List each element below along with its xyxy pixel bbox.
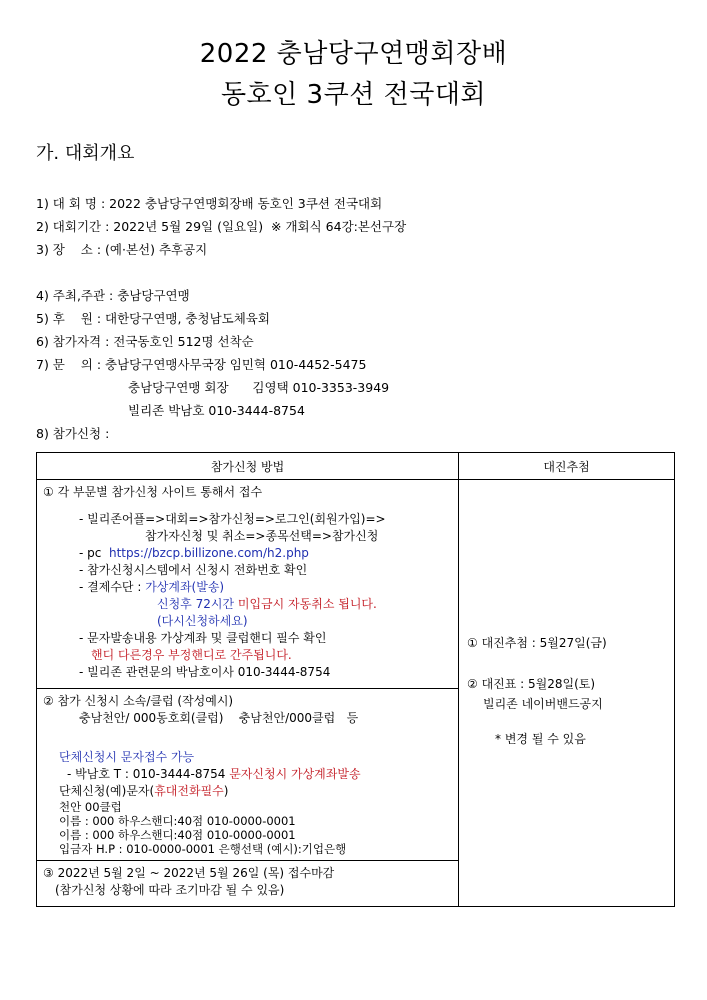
block1-line: - 빌리존어플=>대회=>참가신청=>로그인(회원가입)=> [79,512,386,526]
block1-line: - 문자발송내용 가상계좌 및 클럽핸디 필수 확인 [79,631,327,645]
info-value: 2022 충남당구연맹회장배 동호인 3쿠션 전국대회 [109,196,383,211]
info-value: 전국동호인 512명 선착순 [113,334,254,349]
deadline-line: ③ 2022년 5월 2일 ~ 2022년 5월 26일 (목) 접수마감 [43,866,335,880]
info-label: 4) 주최,주관 [36,288,106,303]
info-label: 6) 참가자격 [36,334,102,349]
block1-line: (다시신청하세요) [157,614,248,628]
info-row: 3) 장 소 : (예·본선) 추후공지 [36,242,208,257]
block2-sample: 단체신청(예)문자(휴대전화필수) [59,784,229,798]
info-row: 4) 주최,주관 : 충남당구연맹 [36,288,190,303]
info-label: 7) 문 의 [36,357,93,372]
block1-line: - 결제수단 : 가상계좌(발송) [79,580,225,594]
document-title-line1: 2022 충남당구연맹회장배 [199,39,508,69]
block2-group: 단체신청시 문자접수 가능 [59,750,195,764]
site-url-link[interactable]: https://bzcp.billizone.com/h2.php [109,546,309,560]
block2-sample-line: 입금자 H.P : 010-0000-0001 은행선택 (예시):기업은행 [59,842,347,856]
block2-sample-line: 이름 : 000 하우스핸디:40점 010-0000-0001 [59,814,296,828]
block2-heading: ② 참가 신청시 소속/클럽 (작성예시) [43,694,234,708]
deadline-note: (참가신청 상황에 따라 조기마감 될 수 있음) [55,883,285,897]
info-row: 8) 참가신청 : [36,426,110,441]
info-label: 8) 참가신청 [36,426,102,441]
info-value: 충남당구연맹사무국장 임민혁 010-4452-5475 [105,357,367,372]
method-block-1 [37,480,459,689]
block1-line: - 빌리존 관련문의 박남호이사 010-3444-8754 [79,665,331,679]
info-row: 7) 문 의 : 충남당구연맹사무국장 임민혁 010-4452-5475 [36,357,367,372]
draw-date: ① 대진추첨 : 5월27일(금) [467,636,607,650]
info-row: 5) 후 원 : 대한당구연맹, 충청남도체육회 [36,311,270,326]
block1-heading: ① 각 부문별 참가신청 사이트 통해서 접수 [43,485,263,499]
info-value: 2022년 5월 29일 (일요일) ※ 개회식 64강:본선구장 [113,219,407,234]
bracket-notice: 빌리존 네이버밴드공지 [483,697,603,711]
block1-line: - pc https://bzcp.billizone.com/h2.php [79,546,309,560]
section-heading: 가. 대회개요 [36,143,135,164]
info-value: (예·본선) 추후공지 [105,242,208,257]
info-label: 5) 후 원 [36,311,93,326]
info-label: 2) 대회기간 [36,219,102,234]
header-draw: 대진추첨 [459,453,675,480]
info-value: 충남당구연맹 회장 김영택 010-3353-3949 [128,380,390,395]
document-title-line2: 동호인 3쿠션 전국대회 [220,80,487,110]
method-block-3 [37,861,459,907]
info-row: 1) 대 회 명 : 2022 충남당구연맹회장배 동호인 3쿠션 전국대회 [36,196,383,211]
draw-info-cell [459,480,675,907]
info-row: 6) 참가자격 : 전국동호인 512명 선착순 [36,334,254,349]
header-method: 참가신청 방법 [37,453,459,480]
block2-sample-line: 천안 00클럽 [59,800,122,814]
info-value: 충남당구연맹 [117,288,190,303]
application-table [36,452,675,907]
info-row [128,401,305,419]
block2-sample-line: 이름 : 000 하우스핸디:40점 010-0000-0001 [59,828,296,842]
block1-line: 신청후 72시간 미입금시 자동취소 됩니다. [157,597,377,611]
block2-contact: - 박남호 T : 010-3444-8754 문자신청시 가상계좌발송 [67,767,361,781]
bracket-date: ② 대진표 : 5월28일(토) [467,677,596,691]
block1-line: 핸디 다른경우 부정핸디로 간주됩니다. [91,648,292,662]
block1-line: - 참가신청시스템에서 신청시 전화번호 확인 [79,563,308,577]
info-value: 빌리존 박남호 010-3444-8754 [128,403,305,418]
method-block-2 [37,689,459,861]
change-note: * 변경 될 수 있음 [495,732,586,746]
block2-example: 충남천안/ 000동호회(클럽) 충남천안/000클럽 등 [79,711,359,725]
block1-line: 참가자신청 및 취소=>종목선택=>참가신청 [145,529,379,543]
info-value: 대한당구연맹, 충청남도체육회 [105,311,270,326]
info-label: 3) 장 소 [36,242,93,257]
info-row [128,378,389,396]
info-label: 1) 대 회 명 [36,196,97,211]
info-row: 2) 대회기간 : 2022년 5월 29일 (일요일) ※ 개회식 64강:본선구장 [36,219,407,234]
